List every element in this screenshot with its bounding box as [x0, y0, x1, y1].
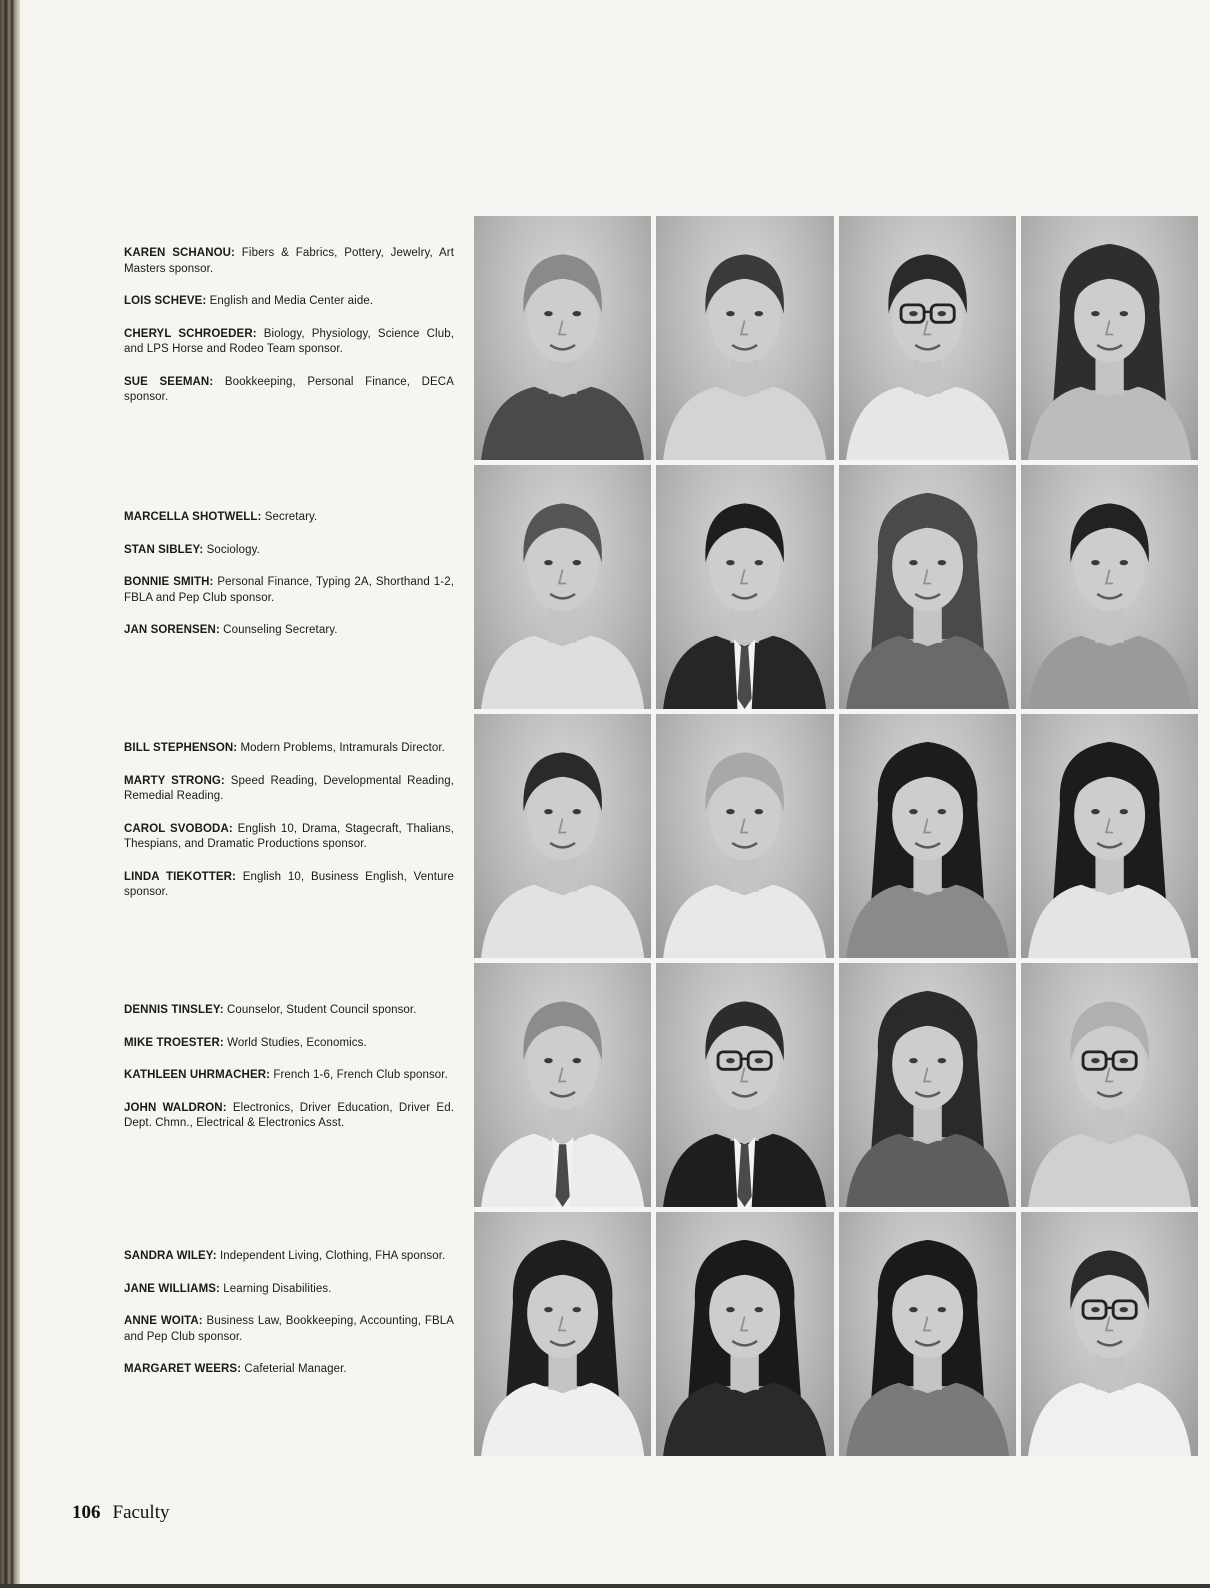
faculty-name: BILL STEPHENSON:: [124, 742, 238, 754]
portrait-figure: [656, 465, 833, 709]
faculty-caption: [124, 327, 454, 358]
faculty-portrait: [474, 1212, 651, 1456]
faculty-portrait: [1021, 216, 1198, 460]
faculty-name: SUE SEEMAN:: [124, 375, 214, 388]
faculty-caption: [124, 543, 454, 559]
faculty-name: KATHLEEN UHRMACHER:: [124, 1069, 271, 1081]
faculty-name: JAN SORENSEN:: [124, 624, 220, 636]
faculty-name: BONNIE SMITH:: [124, 576, 214, 588]
faculty-desc: Secretary.: [261, 511, 318, 523]
faculty-caption: [124, 1362, 454, 1378]
faculty-portrait: [839, 714, 1016, 958]
faculty-name: ANNE WOITA:: [124, 1315, 203, 1327]
portrait-figure: [1021, 216, 1198, 460]
faculty-name: MARCELLA SHOTWELL:: [124, 511, 262, 523]
faculty-name: CAROL SVOBODA:: [124, 822, 233, 835]
portrait-figure: [1021, 1212, 1198, 1456]
portrait-figure: [656, 963, 833, 1207]
caption-group-3: [124, 741, 454, 918]
faculty-caption: [124, 822, 454, 853]
faculty-portrait: [1021, 1212, 1198, 1456]
faculty-desc: Business Law, Bookkeeping, Accounting, FBLA and Pep Club sponsor.: [124, 1315, 454, 1343]
book-binding-edge: [0, 0, 20, 1588]
faculty-desc: Modern Problems, Intramurals Director.: [237, 742, 445, 754]
faculty-desc: Electronics, Driver Education, Driver Ed. Dept. Chmn., Electrical & Electronics Asst.: [124, 1101, 454, 1129]
faculty-caption: [124, 774, 454, 805]
faculty-portrait: [656, 216, 833, 460]
faculty-desc: Counseling Secretary.: [219, 624, 338, 636]
faculty-name: LINDA TIEKOTTER:: [124, 870, 236, 883]
portrait-figure: [1021, 963, 1198, 1207]
faculty-desc: World Studies, Economics.: [223, 1036, 367, 1049]
portrait-figure: [474, 465, 651, 709]
section-title: Faculty: [112, 1502, 170, 1523]
page-footer: [72, 1502, 170, 1524]
faculty-caption: [124, 246, 454, 277]
faculty-name: MIKE TROESTER:: [124, 1036, 224, 1049]
faculty-caption: [124, 1068, 454, 1084]
faculty-desc: Cafeterial Manager.: [241, 1363, 347, 1375]
portrait-grid: [474, 216, 1198, 1456]
faculty-caption: [124, 623, 454, 639]
faculty-name: STAN SIBLEY:: [124, 543, 204, 556]
portrait-figure: [1021, 714, 1198, 958]
faculty-caption: [124, 375, 454, 406]
faculty-caption: [124, 1101, 454, 1132]
portrait-figure: [474, 714, 651, 958]
faculty-desc: Counselor, Student Council sponsor.: [223, 1004, 417, 1016]
faculty-caption: [124, 1249, 454, 1265]
faculty-caption: [124, 510, 454, 526]
portrait-figure: [656, 1212, 833, 1456]
faculty-desc: English 10, Business English, Venture sponsor.: [124, 870, 454, 898]
caption-group-4: [124, 1003, 454, 1149]
faculty-name: MARTY STRONG:: [124, 774, 225, 787]
faculty-caption: [124, 1282, 454, 1298]
faculty-portrait: [474, 216, 651, 460]
faculty-portrait: [1021, 963, 1198, 1207]
faculty-portrait: [839, 963, 1016, 1207]
faculty-portrait: [656, 714, 833, 958]
faculty-name: SANDRA WILEY:: [124, 1250, 217, 1262]
faculty-caption: [124, 1036, 454, 1052]
faculty-portrait: [474, 465, 651, 709]
faculty-desc: Speed Reading, Developmental Reading, Remedial Reading.: [124, 774, 454, 802]
faculty-portrait: [656, 963, 833, 1207]
caption-group-1: [124, 246, 454, 423]
faculty-portrait: [656, 465, 833, 709]
portrait-figure: [656, 216, 833, 460]
faculty-portrait: [474, 714, 651, 958]
page-bottom-edge: [0, 1584, 1210, 1588]
portrait-figure: [839, 465, 1016, 709]
faculty-name: LOIS SCHEVE:: [124, 295, 207, 307]
faculty-desc: Learning Disabilities.: [219, 1282, 332, 1295]
faculty-desc: English 10, Drama, Stagecraft, Thalians, Thespians, and Dramatic Productions sponsor.: [124, 822, 454, 850]
portrait-figure: [474, 1212, 651, 1456]
portrait-figure: [474, 963, 651, 1207]
faculty-name: JANE WILLIAMS:: [124, 1282, 220, 1295]
faculty-name: JOHN WALDRON:: [124, 1101, 227, 1114]
portrait-figure: [656, 714, 833, 958]
faculty-name: DENNIS TINSLEY:: [124, 1004, 224, 1016]
faculty-caption: [124, 741, 454, 757]
caption-group-2: [124, 510, 454, 656]
portrait-figure: [839, 1212, 1016, 1456]
faculty-desc: Fibers & Fabrics, Pottery, Jewelry, Art Masters sponsor.: [124, 247, 454, 275]
portrait-figure: [474, 216, 651, 460]
faculty-portrait: [474, 963, 651, 1207]
portrait-figure: [839, 216, 1016, 460]
portrait-figure: [839, 963, 1016, 1207]
faculty-caption: [124, 1003, 454, 1019]
faculty-portrait: [1021, 714, 1198, 958]
faculty-portrait: [656, 1212, 833, 1456]
faculty-name: KAREN SCHANOU:: [124, 247, 235, 259]
faculty-name: MARGARET WEERS:: [124, 1363, 242, 1375]
faculty-desc: Bookkeeping, Personal Finance, DECA sponsor.: [124, 375, 454, 403]
faculty-name: CHERYL SCHROEDER:: [124, 327, 257, 340]
faculty-desc: Personal Finance, Typing 2A, Shorthand 1-2, FBLA and Pep Club sponsor.: [124, 576, 454, 604]
faculty-caption: [124, 870, 454, 901]
faculty-desc: Independent Living, Clothing, FHA sponsor.: [216, 1250, 446, 1262]
faculty-portrait: [839, 216, 1016, 460]
faculty-desc: French 1-6, French Club sponsor.: [270, 1069, 448, 1081]
faculty-portrait: [839, 465, 1016, 709]
faculty-desc: Biology, Physiology, Science Club, and LPS Horse and Rodeo Team sponsor.: [124, 327, 454, 355]
faculty-portrait: [839, 1212, 1016, 1456]
faculty-caption: [124, 1314, 454, 1345]
faculty-caption: [124, 294, 454, 310]
faculty-portrait: [1021, 465, 1198, 709]
faculty-desc: Sociology.: [203, 543, 260, 556]
portrait-figure: [1021, 465, 1198, 709]
portrait-figure: [839, 714, 1016, 958]
caption-group-5: [124, 1249, 454, 1395]
faculty-caption: [124, 575, 454, 606]
page-number: 106: [72, 1502, 101, 1523]
faculty-desc: English and Media Center aide.: [206, 295, 374, 307]
